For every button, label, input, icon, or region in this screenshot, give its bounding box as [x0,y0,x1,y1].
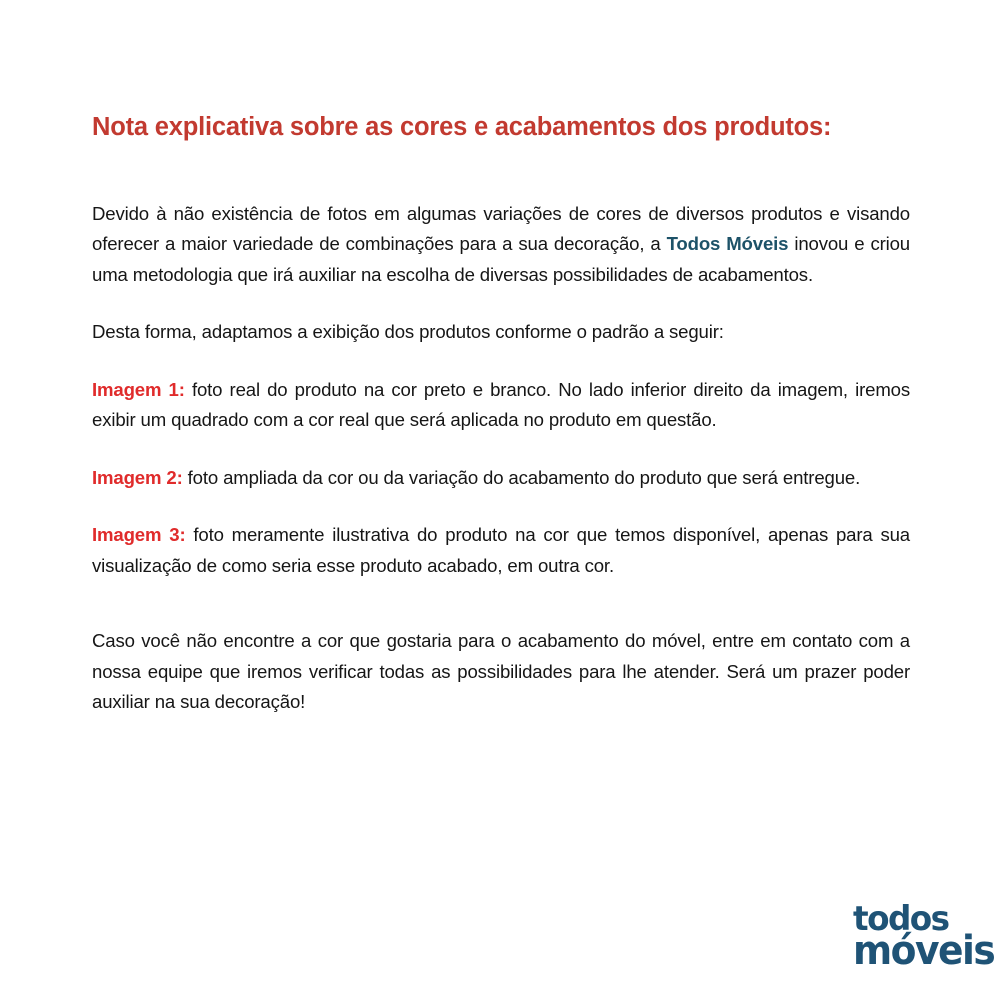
imagem-3-text: foto meramente ilustrativa do produto na cor que temos disponível, apenas para sua visualização de como seria esse produto acabado, em outra cor. [92,524,910,576]
todos-moveis-logo [853,899,995,978]
paragraph-standard-intro: Desta forma, adaptamos a exibição dos produtos conforme o padrão a seguir: [92,321,724,343]
paragraph-imagem-2 [92,463,910,494]
paragraph-imagem-1 [92,375,910,436]
imagem-2-label: Imagem 2: [92,466,183,488]
imagem-2-text: foto ampliada da cor ou da variação do acabamento do produto que será entregue. [182,466,861,488]
logo-line-moveis: móveis [853,928,995,974]
page-title: Nota explicativa sobre as cores e acabamentos dos produtos: [92,113,832,141]
imagem-3-label: Imagem 3: [92,524,186,546]
logo-line-todos: todos [853,899,949,939]
imagem-1-label: Imagem 1: [92,378,185,400]
content-column [92,112,910,745]
brand-name-inline: Todos Móveis [666,233,789,255]
paragraph-intro [92,199,910,291]
paragraph-imagem-3 [92,520,910,581]
intro-text-part-2: inovou e criou uma metodologia que irá auxiliar na escolha de diversas possibilidades de acabamentos. [92,233,910,285]
paragraph-closing: Caso você não encontre a cor que gostaria para o acabamento do móvel, entre em contato com a nossa equipe que iremos verificar todas as possibilidades para lhe atender. Será um prazer poder auxiliar na sua decoração! [92,630,910,713]
intro-text-part-1: Devido à não existência de fotos em algumas variações de cores de diversos produtos e visando oferecer a maior variedade de combinações para a sua decoração, a [92,202,910,255]
imagem-1-text: foto real do produto na cor preto e branco. No lado inferior direito da imagem, iremos exibir um quadrado com a cor real que será aplicada no produto em questão. [92,378,910,431]
